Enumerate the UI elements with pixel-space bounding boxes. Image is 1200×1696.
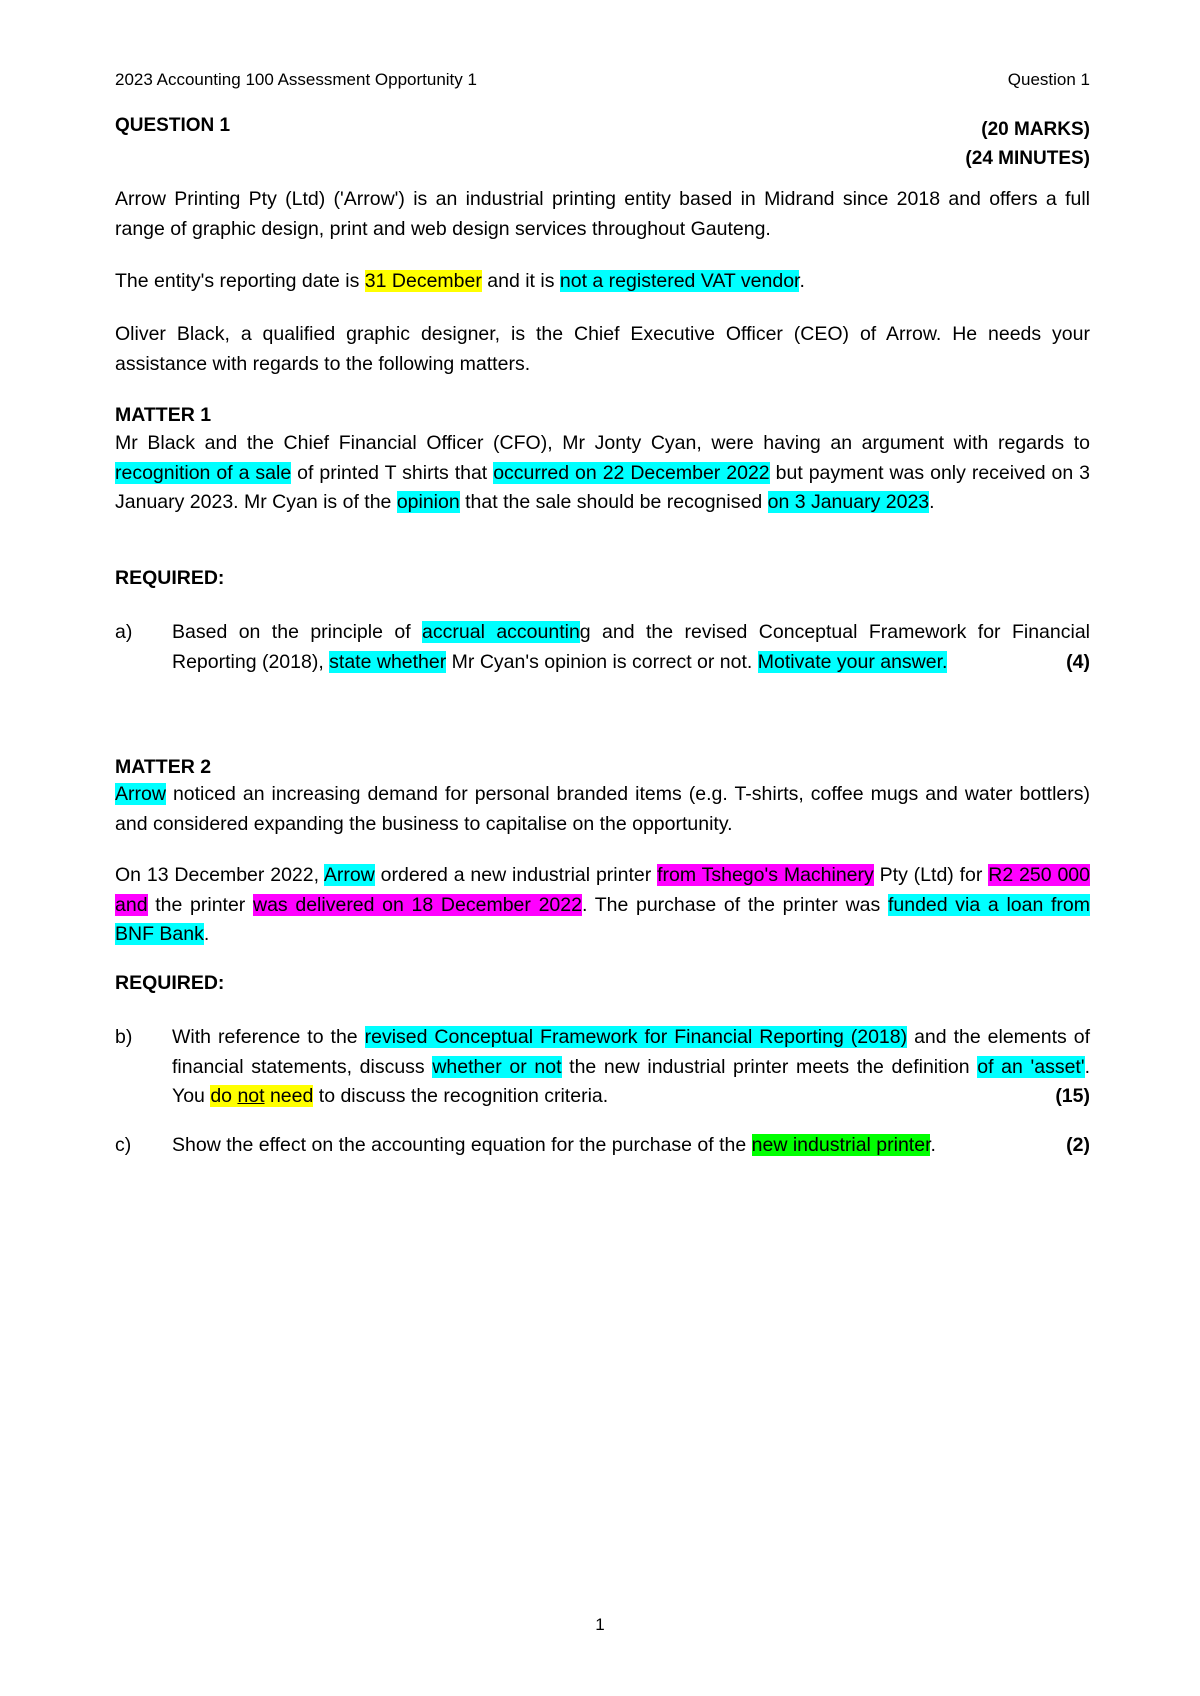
text: need xyxy=(264,1085,314,1107)
highlight: whether or not xyxy=(432,1055,562,1078)
highlight: funded via a loan from BNF Bank xyxy=(115,893,1090,945)
item-body xyxy=(172,618,1090,677)
intro-paragraph-3: Oliver Black, a qualified graphic designer, is the Chief Executive Officer (CEO) of Arrow. He needs your assistance with regards to the following matters. xyxy=(115,323,1090,375)
question-item-c xyxy=(115,1131,1090,1161)
text: With reference to the xyxy=(172,1026,365,1048)
question-marks xyxy=(965,115,1090,173)
intro-paragraph-1: Arrow Printing Pty (Ltd) ('Arrow') is an industrial printing entity based in Midrand since 2018 and offers a full range of graphic design, print and web design services throughout Gauteng. xyxy=(115,188,1090,240)
text: . You xyxy=(172,1055,1090,1107)
matter-1-heading: MATTER 1 xyxy=(115,404,212,426)
intro-paragraph-2 xyxy=(115,267,1090,297)
text: noticed an increasing demand for personal branded items (e.g. T-shirts, coffee mugs and water bottlers) and considered expanding the business to capitalise on the opportunity. xyxy=(115,783,1090,835)
highlight: of an 'asset' xyxy=(977,1055,1085,1078)
text: . xyxy=(799,270,805,292)
text: Show the effect on the accounting equation for the purchase of the xyxy=(172,1134,752,1156)
item-label: c) xyxy=(115,1134,132,1156)
text: Based on the principle of xyxy=(172,621,423,643)
item-marks: (4) xyxy=(1066,650,1090,673)
highlight: R2 250 000 and xyxy=(115,864,1090,916)
text: the printer xyxy=(147,893,253,916)
highlight: occurred on 22 December 2022 xyxy=(493,461,770,484)
item-label: b) xyxy=(115,1026,133,1048)
matter-2-paragraph-2 xyxy=(115,861,1090,950)
highlight: was delivered on 18 December 2022 xyxy=(253,893,582,916)
text: Pty (Ltd) for xyxy=(873,864,989,886)
text: g and the revised Conceptual Framework for Financial Reporting (2018), xyxy=(172,621,1090,673)
text: that the sale should be recognised xyxy=(459,491,768,513)
text: of printed T shirts that xyxy=(291,461,494,484)
text: ordered a new industrial printer xyxy=(374,864,658,886)
highlight: on 3 January 2023 xyxy=(767,491,930,513)
page-number: 1 xyxy=(595,1615,605,1634)
text: and it is xyxy=(481,270,560,292)
page-header xyxy=(115,70,1090,90)
highlight: state whether xyxy=(329,650,447,673)
highlight: Motivate your answer. xyxy=(757,650,948,673)
text: the new industrial printer meets the definition xyxy=(561,1055,978,1078)
highlight-reporting-date: 31 December xyxy=(364,270,482,292)
text: . xyxy=(929,491,935,513)
highlight: recognition of a sale xyxy=(115,461,292,484)
text: Mr Cyan's opinion is correct or not. xyxy=(446,650,758,673)
text: . xyxy=(203,923,210,945)
item-label: a) xyxy=(115,621,133,643)
underlined-text: not xyxy=(237,1085,265,1107)
total-minutes: (24 MINUTES) xyxy=(965,148,1090,169)
item-marks: (15) xyxy=(1055,1085,1090,1107)
highlight: new industrial printer xyxy=(751,1134,931,1156)
text: and the elements of financial statements, discuss xyxy=(172,1026,1091,1078)
text: but payment was only received on 3 January 2023. Mr Cyan is of the xyxy=(115,461,1091,513)
highlight: Arrow xyxy=(115,783,166,805)
header-title: 2023 Accounting 100 Assessment Opportunity 1 xyxy=(115,70,477,89)
matter-2-heading: MATTER 2 xyxy=(115,756,212,778)
matter-2-text xyxy=(115,780,1090,839)
highlight: revised Conceptual Framework for Financial Reporting (2018) xyxy=(364,1026,908,1048)
matter-1-text xyxy=(115,429,1090,518)
item-marks: (2) xyxy=(1066,1134,1090,1156)
highlight: opinion xyxy=(396,491,460,513)
text: to discuss the recognition criteria. xyxy=(313,1085,609,1107)
highlight: from Tshego's Machinery xyxy=(657,864,874,886)
header-section: Question 1 xyxy=(1007,70,1090,89)
highlight xyxy=(210,1085,313,1107)
question-item-b xyxy=(115,1023,1090,1112)
total-marks: (20 MARKS) xyxy=(981,119,1090,140)
required-heading-1: REQUIRED: xyxy=(115,567,225,589)
text: On 13 December 2022, xyxy=(115,864,324,886)
question-item-a xyxy=(115,618,1090,677)
question-title: QUESTION 1 xyxy=(115,115,231,136)
item-body xyxy=(172,1023,1090,1112)
text: Mr Black and the Chief Financial Officer (CFO), Mr Jonty Cyan, were having an argument with regards to xyxy=(115,432,1090,454)
highlight-vat: not a registered VAT vendor xyxy=(559,270,800,292)
highlight: Arrow xyxy=(323,864,375,886)
text: do xyxy=(210,1085,238,1107)
text: . The purchase of the printer was xyxy=(581,893,888,916)
text: The entity's reporting date is xyxy=(115,270,365,292)
text: . xyxy=(930,1134,936,1156)
item-body xyxy=(172,1131,1090,1161)
highlight: accrual accountin xyxy=(422,621,580,643)
required-heading-2: REQUIRED: xyxy=(115,972,225,994)
